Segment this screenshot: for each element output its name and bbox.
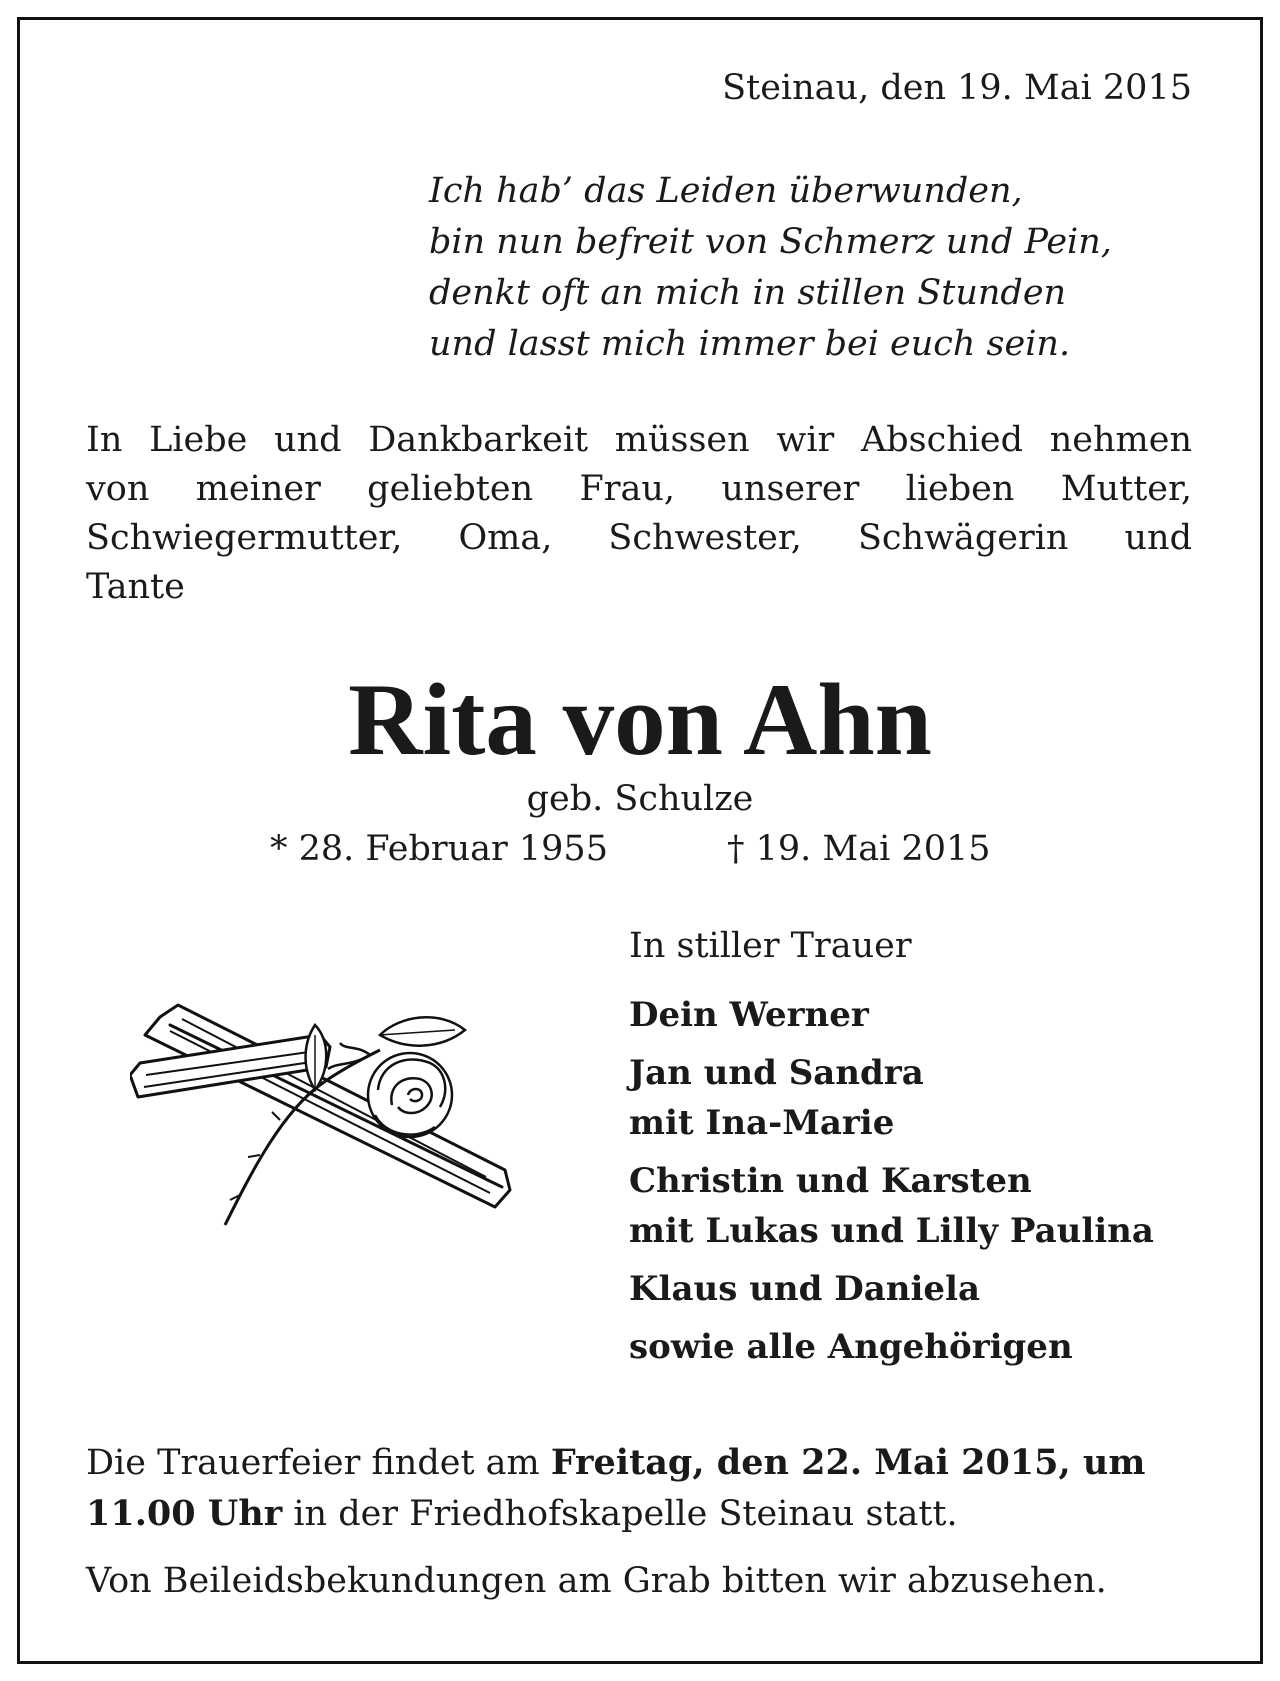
mourner-line: Christin und Karsten	[629, 1161, 1032, 1201]
ceremony-text: Die Trauerfeier findet am	[86, 1443, 551, 1483]
ceremony-date: Freitag, den 22. Mai 2015, um	[550, 1442, 1146, 1483]
ceremony-info	[86, 1437, 1194, 1539]
mourner-line: mit Lukas und Lilly Paulina	[629, 1211, 1154, 1251]
mourner-line: Klaus und Daniela	[629, 1269, 980, 1309]
mourner-group	[629, 1322, 1154, 1372]
mourners-list	[629, 990, 1154, 1380]
poem-line: denkt oft an mich in stillen Stunden	[429, 273, 1067, 313]
mourner-line: mit Ina-Marie	[629, 1103, 895, 1143]
ceremony-time: 11.00 Uhr	[86, 1493, 283, 1534]
mourner-group	[629, 1264, 1154, 1314]
poem-line: bin nun befreit von Schmerz und Pein,	[429, 222, 1112, 262]
mourner-group	[629, 990, 1154, 1040]
death-date: † 19. Mai 2015	[727, 829, 991, 869]
mourner-group	[629, 1156, 1154, 1256]
intro-line: Tante	[86, 567, 185, 607]
poem-line: und lasst mich immer bei euch sein.	[429, 324, 1071, 364]
ceremony-line	[86, 1437, 1194, 1488]
deceased-name: Rita von Ahn	[348, 663, 932, 777]
cross-with-rose-icon	[130, 995, 515, 1260]
mourning-heading: In stiller Trauer	[629, 926, 912, 966]
mourner-group	[629, 1048, 1154, 1148]
intro-line: In Liebe und Dankbarkeit müssen wir Abschied nehmen	[86, 420, 1192, 460]
ceremony-line	[86, 1488, 1194, 1539]
mourner-line: Dein Werner	[629, 995, 869, 1035]
ceremony-location: in der Friedhofskapelle Steinau statt.	[282, 1494, 958, 1534]
intro-line: Schwiegermutter, Oma, Schwester, Schwägerin und	[86, 518, 1192, 558]
mourner-line: Jan und Sandra	[629, 1053, 924, 1093]
birth-name: geb. Schulze	[526, 779, 754, 819]
place-date: Steinau, den 19. Mai 2015	[722, 68, 1192, 108]
mourner-line: sowie alle Angehörigen	[629, 1327, 1073, 1367]
intro-text	[86, 416, 1192, 612]
poem-line: Ich hab’ das Leiden überwunden,	[429, 171, 1023, 211]
condolence-note: Von Beileidsbekundungen am Grab bitten wir abzusehen.	[86, 1561, 1107, 1601]
intro-line: von meiner geliebten Frau, unserer lieben Mutter,	[86, 469, 1192, 509]
birth-date: * 28. Februar 1955	[270, 829, 608, 869]
poem	[429, 166, 1199, 370]
